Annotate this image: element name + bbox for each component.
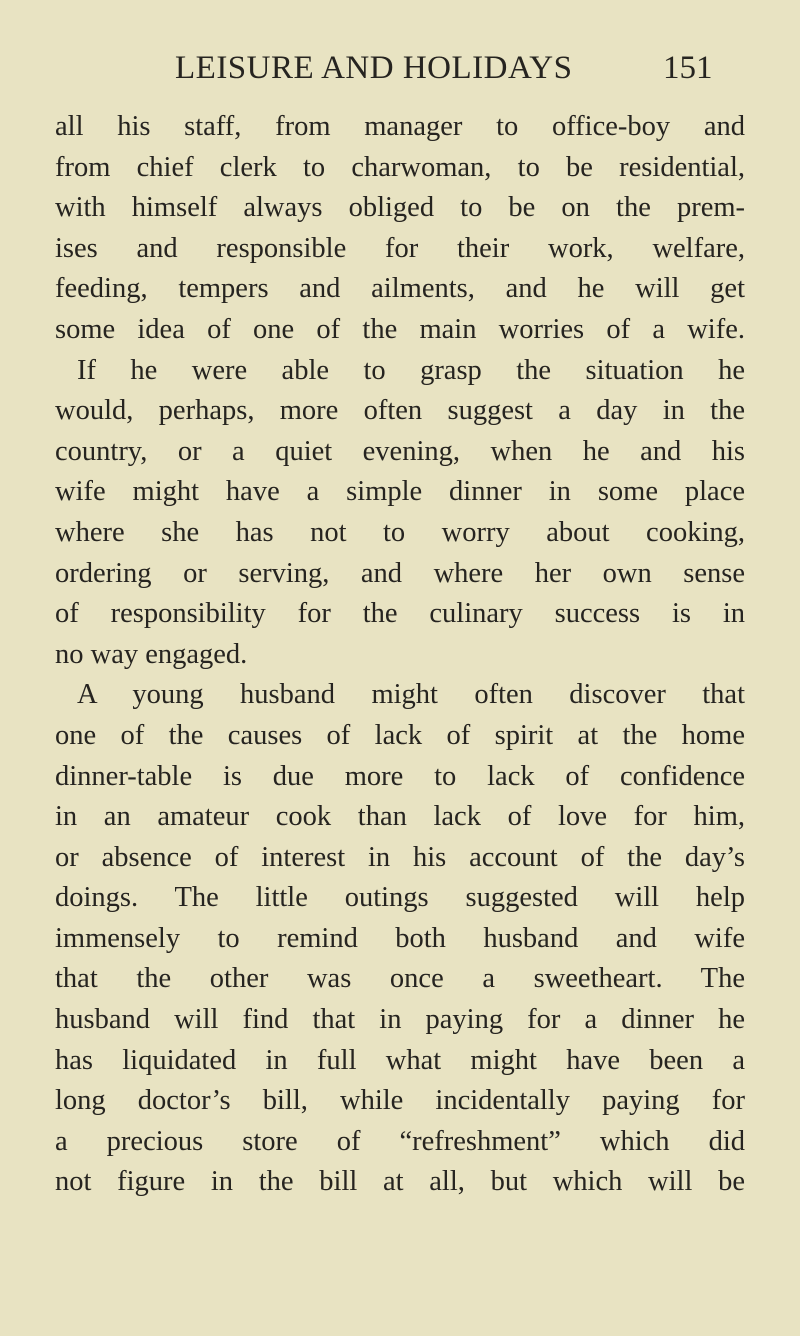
text-line: not figure in the bill at all, but which will be — [55, 1166, 745, 1198]
text-line: immensely to remind both husband and wife — [55, 922, 745, 954]
text-line: ordering or serving, and where her own sense — [55, 557, 745, 589]
text-line: or absence of interest in his account of the day’s — [55, 841, 745, 873]
text-line: one of the causes of lack of spirit at the home — [55, 719, 745, 751]
text-line: with himself always obliged to be on the prem- — [55, 192, 745, 224]
text-line: some idea of one of the main worries of a wife. — [55, 313, 745, 345]
text-line: where she has not to worry about cooking, — [55, 516, 745, 548]
text-line: feeding, tempers and ailments, and he will get — [55, 273, 745, 305]
text-line: has liquidated in full what might have been a — [55, 1044, 745, 1076]
text-line: from chief clerk to charwoman, to be residential, — [55, 151, 745, 183]
running-head — [175, 48, 735, 88]
page-number: 151 — [663, 50, 713, 86]
text-line: doings. The little outings suggested will help — [55, 882, 745, 914]
text-line: that the other was once a sweetheart. The — [55, 963, 745, 995]
body-text — [55, 107, 745, 1203]
text-line: all his staff, from manager to office-boy and — [55, 111, 745, 142]
text-line: in an amateur cook than lack of love for him, — [55, 801, 745, 833]
text-line: If he were able to grasp the situation he — [77, 354, 745, 386]
text-line: would, perhaps, more often suggest a day in the — [55, 395, 745, 427]
text-line: dinner-table is due more to lack of confidence — [55, 760, 745, 792]
text-line: long doctor’s bill, while incidentally paying for — [55, 1085, 745, 1117]
text-line: no way engaged. — [55, 638, 248, 670]
text-line: wife might have a simple dinner in some place — [55, 476, 745, 508]
text-line: ises and responsible for their work, welfare, — [55, 232, 745, 264]
text-line: country, or a quiet evening, when he and his — [55, 435, 745, 467]
text-line: husband will find that in paying for a dinner he — [55, 1004, 745, 1036]
text-line: of responsibility for the culinary success is in — [55, 598, 745, 630]
text-line: A young husband might often discover that — [77, 679, 745, 711]
text-line: a precious store of “refreshment” which did — [55, 1125, 745, 1157]
running-title: LEISURE AND HOLIDAYS — [175, 50, 573, 86]
